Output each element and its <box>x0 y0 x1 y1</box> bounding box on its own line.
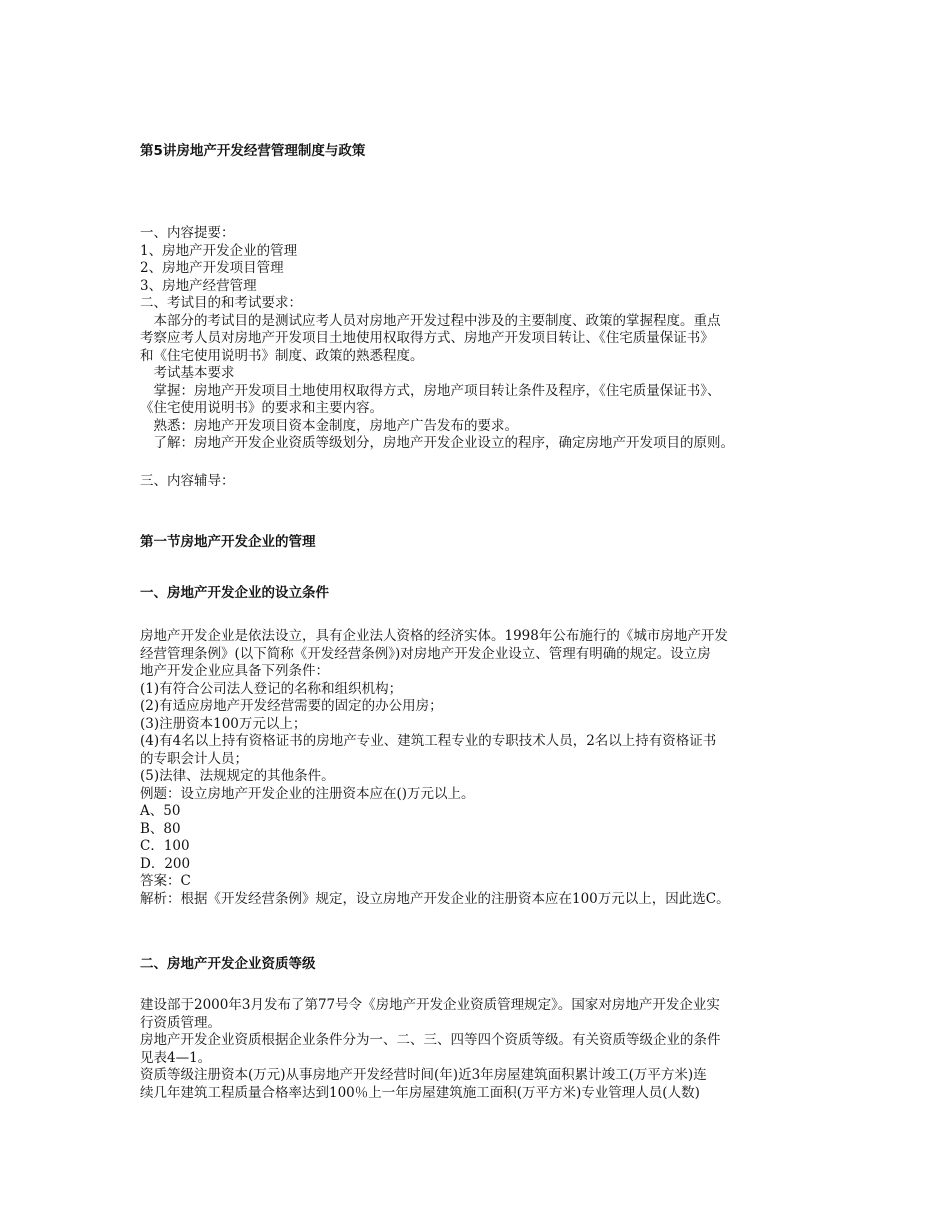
body-line: C．100 <box>140 838 190 854</box>
body-line: 解析：根据《开发经营条例》规定，设立房地产开发企业的注册资本应在100万元以上，因此选C。 <box>140 890 730 907</box>
body-line: 答案：C <box>140 873 191 889</box>
body-line: 建设部于2000年3月发布了第77号令《房地产开发企业资质管理规定》。国家对房地产开发企业实 <box>140 997 720 1013</box>
lecture-title: 第5讲房地产开发经营管理制度与政策 <box>140 143 366 159</box>
summary-line: 考试基本要求 <box>140 365 235 381</box>
body-line: (1)有符合公司法人登记的名称和组织机构； <box>140 680 403 697</box>
summary-block <box>140 225 830 453</box>
subsection-title: 二、房地产开发企业资质等级 <box>140 956 316 972</box>
summary-line: 一、内容提要： <box>140 225 235 241</box>
body-line: (5)法律、法规规定的其他条件。 <box>140 768 335 784</box>
body-line: A、50 <box>140 803 181 819</box>
body-line: 房地产开发企业资质根据企业条件分为一、二、三、四等四个资质等级。有关资质等级企业的条件 <box>140 1032 721 1048</box>
summary-line: 3、房地产经营管理 <box>140 277 257 294</box>
body-line: (2)有适应房地产开发经营需要的固定的办公用房； <box>140 698 443 714</box>
body-line: 例题：设立房地产开发企业的注册资本应在()万元以上。 <box>140 785 475 802</box>
summary-line: 2、房地产开发项目管理 <box>140 260 284 276</box>
summary-line: 《住宅使用说明书》的要求和主要内容。 <box>140 400 383 416</box>
body-line: 见表4—1。 <box>140 1049 212 1066</box>
summary-line: 和《住宅使用说明书》制度、政策的熟悉程度。 <box>140 347 424 364</box>
section-title: 第一节房地产开发企业的管理 <box>140 534 316 550</box>
summary-line: 熟悉：房地产开发项目资本金制度，房地产广告发布的要求。 <box>140 417 518 434</box>
body-line: 行资质管理。 <box>140 1014 221 1031</box>
body-line: D．200 <box>140 855 191 872</box>
body-line: 经营管理条例》(以下简称《开发经营条例》)对房地产开发企业设立、管理有明确的规定。设立房 <box>140 645 711 662</box>
body-line: 地产开发企业应具备下列条件： <box>140 663 329 679</box>
summary-line: 考察应考人员对房地产开发项目土地使用权取得方式、房地产开发项目转让、《住宅质量保证书》 <box>140 330 714 346</box>
body-line: (3)注册资本100万元以上； <box>140 715 307 732</box>
summary-line: 二、考试目的和考试要求： <box>140 295 302 311</box>
subsection-2-body <box>140 997 830 1102</box>
guide-text: 三、内容辅导： <box>140 473 235 489</box>
subsection-1-body <box>140 628 830 908</box>
guide-heading <box>140 473 830 491</box>
body-line: 资质等级注册资本(万元)从事房地产开发经营时间(年)近3年房屋建筑面积累计竣工(万平方米)连 <box>140 1067 707 1083</box>
body-line: 房地产开发企业是依法设立，具有企业法人资格的经济实体。1998年公布施行的《城市房地产开发 <box>140 628 728 644</box>
body-line: (4)有4名以上持有资格证书的房地产专业、建筑工程专业的专职技术人员，2名以上持有资格证书 <box>140 733 717 749</box>
summary-line: 本部分的考试目的是测试应考人员对房地产开发过程中涉及的主要制度、政策的掌握程度。重点 <box>140 312 721 329</box>
summary-line: 了解：房地产开发企业资质等级划分，房地产开发企业设立的程序，确定房地产开发项目的原则。 <box>140 435 734 451</box>
body-line: B、80 <box>140 820 181 837</box>
body-line: 续几年建筑工程质量合格率达到100％上一年房屋建筑施工面积(万平方米)专业管理人员(人数) <box>140 1084 700 1101</box>
subsection-title: 一、房地产开发企业的设立条件 <box>140 585 329 601</box>
summary-line: 1、房地产开发企业的管理 <box>140 242 298 259</box>
body-line: 的专职会计人员； <box>140 750 248 767</box>
summary-line: 掌握：房地产开发项目土地使用权取得方式，房地产项目转让条件及程序，《住宅质量保证书》、 <box>140 382 721 399</box>
